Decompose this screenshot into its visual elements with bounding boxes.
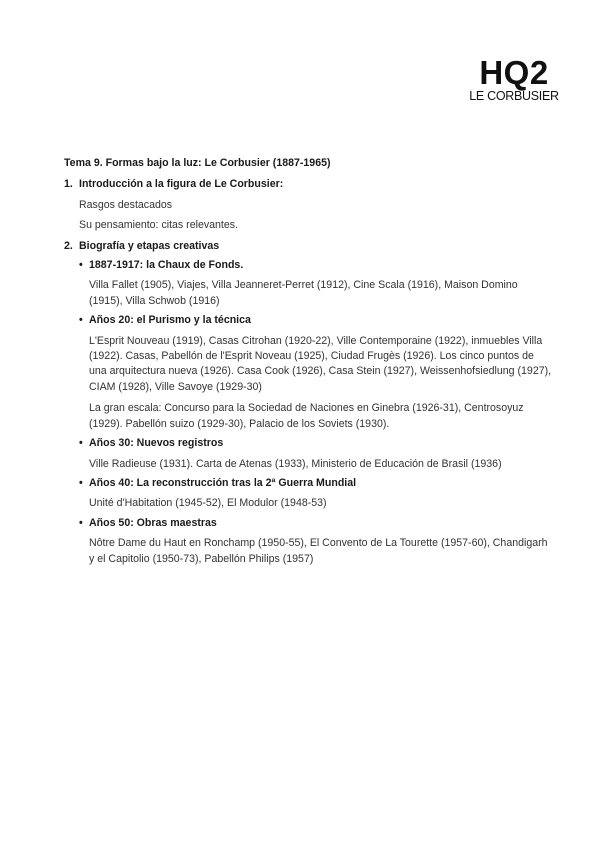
period-heading-text: Años 30: Nuevos registros (89, 437, 224, 450)
period-heading-text: Años 20: el Purismo y la técnica (89, 314, 251, 327)
bullet-icon: • (79, 314, 83, 327)
period-anos-40 (79, 476, 554, 512)
period-paragraph: L'Esprit Nouveau (1919), Casas Citrohan (1920-22), Ville Contemporaine (1922), inmuebles Villa (1922). Casas, Pabellón de l'Esprit Noveau (1925), Ciudad Frugès (1926). Los cinco puntos de una arquitectura nueva (1926). Casa Cook (1926), Casa Stein (1927), Weissenhofsiedlung (1927), CIAM (1928), Ville Savoye (1929-30) (89, 334, 552, 393)
period-1887-1917 (79, 258, 554, 309)
section-introduction (64, 177, 554, 233)
period-paragraph: Unité d'Habitation (1945-52), El Modulor (1948-53) (89, 497, 327, 510)
period-anos-30 (79, 436, 554, 472)
period-heading (79, 313, 554, 328)
bullet-icon: • (79, 516, 83, 529)
bullet-icon: • (79, 476, 83, 489)
intro-list (79, 198, 554, 234)
period-heading (79, 436, 554, 451)
section-heading-text: Biografía y etapas creativas (79, 239, 220, 252)
intro-item: Rasgos destacados (79, 198, 173, 211)
period-heading (79, 516, 554, 531)
period-heading-text: 1887-1917: la Chaux de Fonds. (89, 259, 244, 272)
period-paragraph: La gran escala: Concurso para la Sociedad de Naciones en Ginebra (1926-31), Centrosoyuz (1929). Pabellón suizo (1929-30), Palacio de los Soviets (1930). (89, 402, 524, 430)
bullet-icon: • (79, 437, 83, 450)
period-anos-50 (79, 516, 554, 567)
period-heading (79, 476, 554, 491)
section-number: 1. (64, 178, 73, 191)
section-heading (64, 239, 554, 254)
logo-wordmark: HQ2 (479, 54, 549, 91)
period-paragraph: Ville Radieuse (1931). Carta de Atenas (1933), Ministerio de Educación de Brasil (1936) (89, 457, 502, 470)
bullet-icon: • (79, 259, 83, 272)
period-paragraph: Villa Fallet (1905), Viajes, Villa Jeanneret-Perret (1912), Cine Scala (1916), Maison Domino (1915), Villa Schwob (1916) (89, 279, 518, 307)
document-title: Tema 9. Formas bajo la luz: Le Corbusier (1887-1965) (64, 157, 331, 169)
period-heading (79, 258, 554, 273)
logo (468, 54, 560, 103)
period-anos-20 (79, 313, 554, 432)
period-heading-text: Años 50: Obras maestras (89, 516, 217, 529)
section-number: 2. (64, 239, 73, 252)
period-heading-text: Años 40: La reconstrucción tras la 2ª Guerra Mundial (89, 476, 357, 489)
intro-item: Su pensamiento: citas relevantes. (79, 219, 238, 232)
logo-subtitle: LE CORBUSIER (469, 89, 559, 103)
section-biography (64, 239, 554, 567)
section-heading-text: Introducción a la figura de Le Corbusier: (79, 178, 284, 191)
document-body (64, 156, 554, 570)
section-heading (64, 177, 554, 192)
period-paragraph: Nôtre Dame du Haut en Ronchamp (1950-55), El Convento de La Tourette (1957-60), Chandigarh y el Capitolio (1950-73), Pabellón Philips (1957) (89, 537, 548, 565)
